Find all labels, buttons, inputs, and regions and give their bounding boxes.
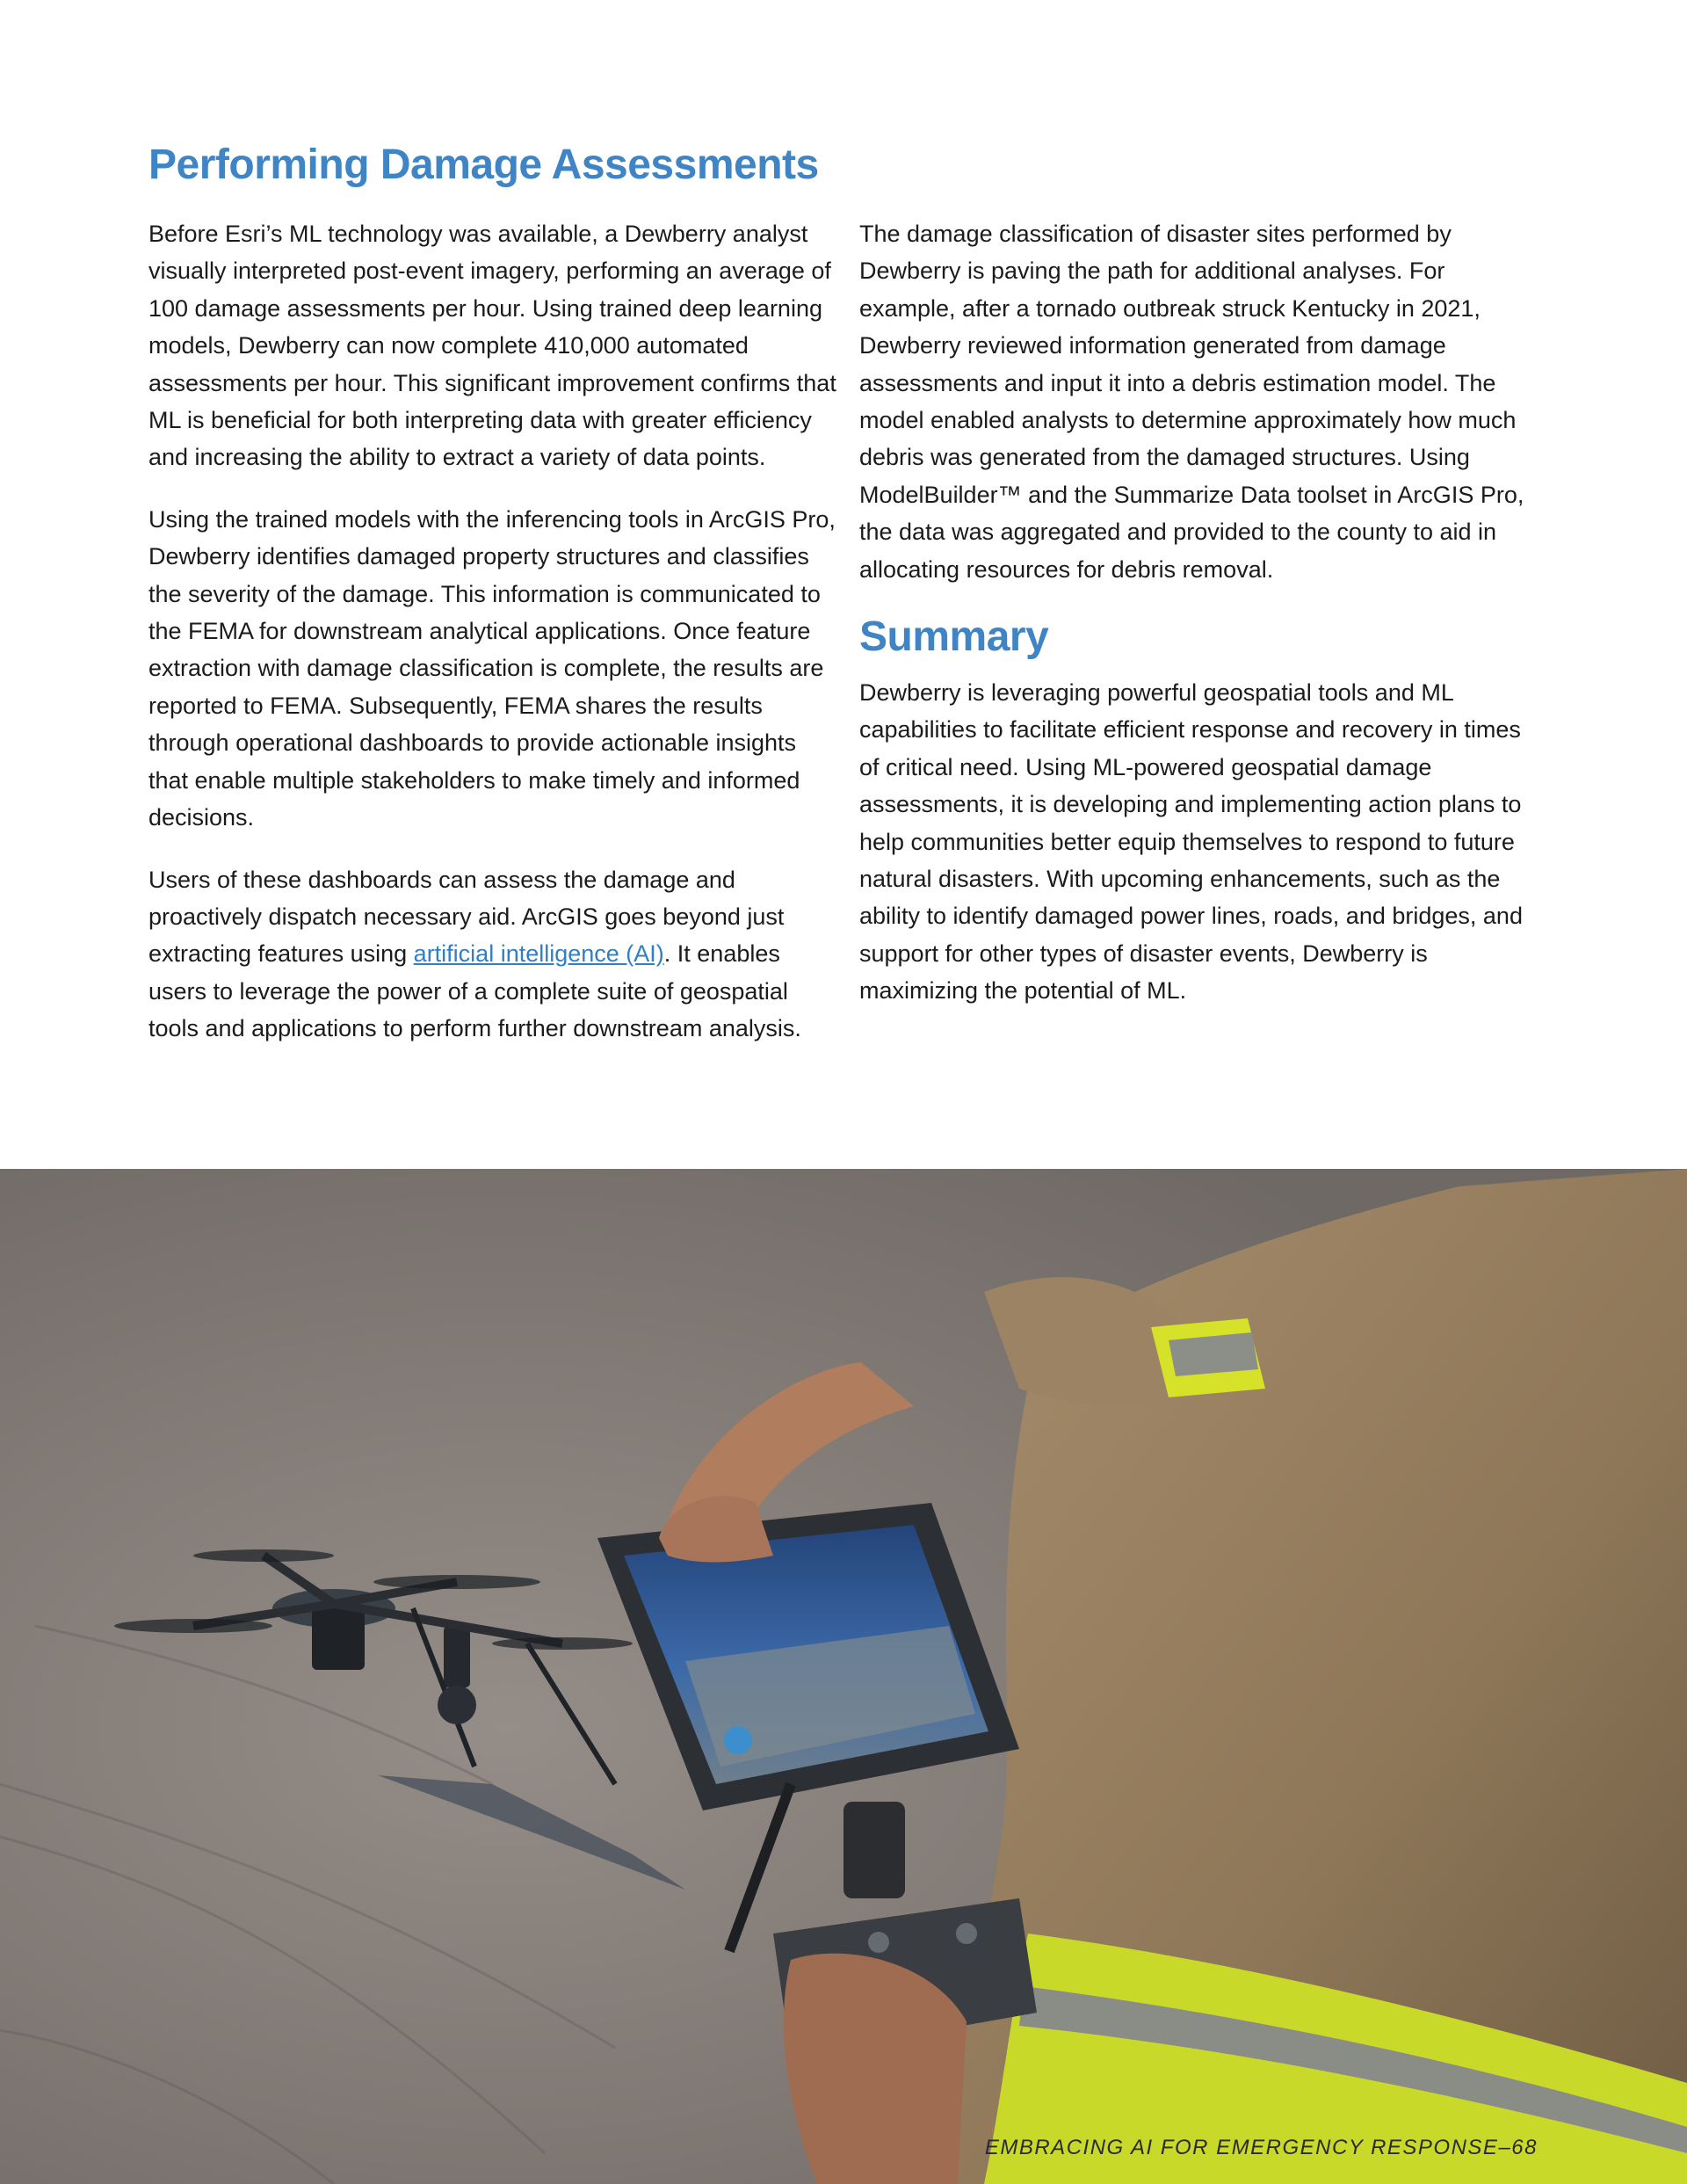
page-title: Performing Damage Assessments	[148, 141, 819, 188]
artificial-intelligence-link[interactable]: artificial intelligence (AI)	[413, 940, 664, 968]
summary-heading: Summary	[859, 613, 1049, 660]
summary-column	[859, 674, 1540, 1010]
left-column	[148, 215, 838, 1048]
paragraph: Dewberry is leveraging powerful geospatial tools and ML capabilities to facilitate efficient response and recovery in times of critical need. Using ML-powered geospatial damage assessments, it is developing and implementing action plans to help communities better equip themselves to respond to future natural disasters. With upcoming enhancements, such as the ability to identify damaged power lines, roads, and bridges, and support for other types of disaster events, Dewberry is maximizing the potential of ML.	[859, 679, 1523, 1005]
footer-separator: –	[1498, 2136, 1512, 2159]
paragraph	[148, 861, 838, 1048]
right-column	[859, 215, 1540, 588]
paragraph-text: Users of these dashboards can assess the damage and proactively dispatch necessary aid. ArcGIS goes beyond just extracting features using	[148, 866, 785, 968]
footer-label: EMBRACING AI FOR EMERGENCY RESPONSE	[984, 2136, 1499, 2159]
paragraph: The damage classification of disaster sites performed by Dewberry is paving the path for additional analyses. For example, after a tornado outbreak struck Kentucky in 2021, Dewberry reviewed information generated from damage assessments and input it into a debris estimation model. The model enabled analysts to determine approximately how much debris was generated from the damaged structures. Using ModelBuilder™ and the Summarize Data toolset in ArcGIS Pro, the data was aggregated and provided to the county to aid in allocating resources for debris removal.	[859, 221, 1524, 583]
paragraph-text: . It enables users to leverage the power of a complete suite of geospatial tools and applications to perform further downstream analysis.	[148, 940, 801, 1042]
page-footer	[985, 2136, 1538, 2160]
drone-operator-photo	[0, 1169, 1687, 2184]
page-number: 68	[1511, 2136, 1538, 2159]
paragraph: Before Esri’s ML technology was available, a Dewberry analyst visually interpreted post-event imagery, performing an average of 100 damage assessments per hour. Using trained deep learning models, Dewberry can now complete 410,000 automated assessments per hour. This significant improvement confirms that ML is beneficial for both interpreting data with greater efficiency and increasing the ability to extract a variety of data points.	[148, 221, 836, 471]
paragraph: Using the trained models with the inferencing tools in ArcGIS Pro, Dewberry identifies damaged property structures and classifies the severity of the damage. This information is communicated to the FEMA for downstream analytical applications. Once feature extraction with damage classification is complete, the results are reported to FEMA. Subsequently, FEMA shares the results through operational dashboards to provide actionable insights that enable multiple stakeholders to make timely and informed decisions.	[148, 505, 836, 831]
photo-illustration	[0, 1169, 1687, 2184]
